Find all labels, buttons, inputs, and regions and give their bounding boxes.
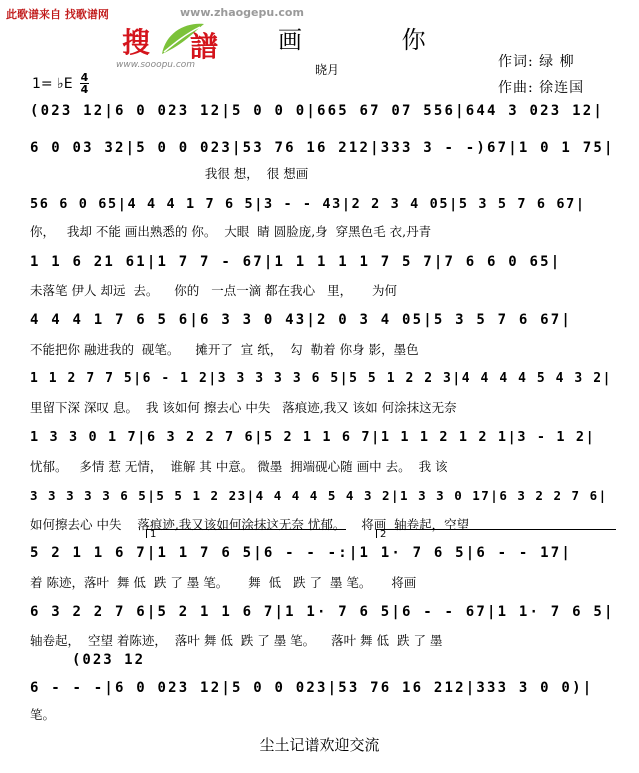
singer-name: 晓月: [315, 63, 340, 77]
volta-2-label: 2: [380, 529, 387, 540]
logo-url: www.sooopu.com: [116, 60, 196, 70]
notation-line-7: 1 3 3 0 1 7|6 3 2 2 7 6|5 2 1 1 6 7|1 1 1 2 1 2 1|3 - 1 2|: [30, 429, 596, 445]
notation-line-5: 4 4 4 1 7 6 5 6|6 3 3 0 43|2 0 3 4 05|5 3 5 7 6 67|: [30, 312, 573, 328]
notation-line-3: 56 6 0 65|4 4 4 1 7 6 5|3 - - 43|2 2 3 4 05|5 3 5 7 6 67|: [30, 196, 586, 212]
svg-text:譜: 譜: [190, 30, 219, 63]
volta-bracket-2: [376, 529, 616, 538]
notation-line-8: 3 3 3 3 3 6 5|5 5 1 2 23|4 4 4 4 5 4 3 2|1 3 3 0 17|6 3 2 2 7 6|: [30, 488, 608, 503]
pickup-measure: (023 12: [72, 652, 146, 668]
notation-line-2: 6 0 03 32|5 0 0 023|53 76 16 212|333 3 - -)67|1 0 1 75|: [30, 140, 615, 156]
lyric-line-5: 不能把你 融进我的 砚笔。 摊开了 宣 纸， 勾 勒着 你身 影，墨色: [30, 342, 419, 357]
lyric-line-2: 我很 想， 很 想画: [30, 166, 309, 181]
logo-text: 搜: [122, 26, 151, 59]
watermark-site-text: 此歌谱来自 找歌谱网: [6, 8, 109, 21]
logo-leaf-icon: [120, 18, 232, 64]
notation-line-6: 1 1 2 7 7 5|6 - 1 2|3 3 3 3 3 6 5|5 5 1 2 2 3|4 4 4 4 5 4 3 2|: [30, 371, 612, 386]
lyric-line-4: 未落笔 伊人 却远 去。 你的 一点一滴 都在我心 里， 为何: [30, 283, 397, 298]
watermark-url: www.zhaogepu.com: [180, 6, 304, 19]
meter-top: 4: [80, 71, 89, 84]
lyricist-credit: 作词: 绿 柳: [498, 54, 575, 70]
lyric-line-3: 你， 我却 不能 画出熟悉的 你。 大眼 睛 圆脸庞,身 穿黑色毛 衣,丹青: [30, 224, 432, 239]
notation-line-9: 5 2 1 1 6 7|1 1 7 6 5|6 - - -:|1 1· 7 6 5|6 - - 17|: [30, 545, 573, 561]
volta-1-label: 1: [150, 529, 157, 540]
notation-line-4: 1 1 6 21 61|1 7 7 - 67|1 1 1 1 1 7 5 7|7 6 6 0 65|: [30, 254, 562, 270]
lyric-line-7: 忧郁。 多情 惹 无情， 谁解 其 中意。 微墨 拥端砚心随 画中 去。 我 该: [30, 459, 448, 474]
lyric-line-6: 里留下深 深叹 息。 我 该如何 擦去心 中失 落痕迹,我又 该如 何涂抹这无奈: [30, 400, 457, 415]
notation-line-1: (023 12|6 0 023 12|5 0 0 0|665 67 07 556|644 3 023 12|: [30, 103, 604, 119]
notation-line-10: 6 3 2 2 7 6|5 2 1 1 6 7|1 1· 7 6 5|6 - - 67|1 1· 7 6 5|: [30, 604, 615, 620]
key-signature: 1= ♭E: [32, 76, 73, 92]
composer-credit: 作曲: 徐连国: [498, 80, 585, 96]
sooopu-logo: [120, 18, 232, 64]
lyric-line-10: 轴卷起， 空望 着陈迹， 落叶 舞 低 跌 了 墨 笔。 落叶 舞 低 跌 了 墨: [30, 633, 443, 648]
lyric-line-9: 着 陈迹，落叶 舞 低 跌 了 墨 笔。 舞 低 跌 了 墨 笔。 将画: [30, 575, 417, 590]
meter-bottom: 4: [80, 83, 89, 96]
notation-line-11: 6 - - -|6 0 023 12|5 0 0 023|53 76 16 212|333 3 0 0)|: [30, 680, 594, 696]
footer-note: 尘土记谱欢迎交流: [259, 736, 380, 754]
time-signature: [80, 72, 89, 95]
lyric-line-8: 如何擦去心 中失 落痕迹,我又该如何涂抹这无奈 忧郁。 将画 轴卷起，空望: [30, 517, 470, 532]
lyric-line-11: 笔。: [30, 707, 56, 722]
song-title: 画 你: [278, 26, 472, 54]
volta-bracket-1: [146, 529, 346, 538]
